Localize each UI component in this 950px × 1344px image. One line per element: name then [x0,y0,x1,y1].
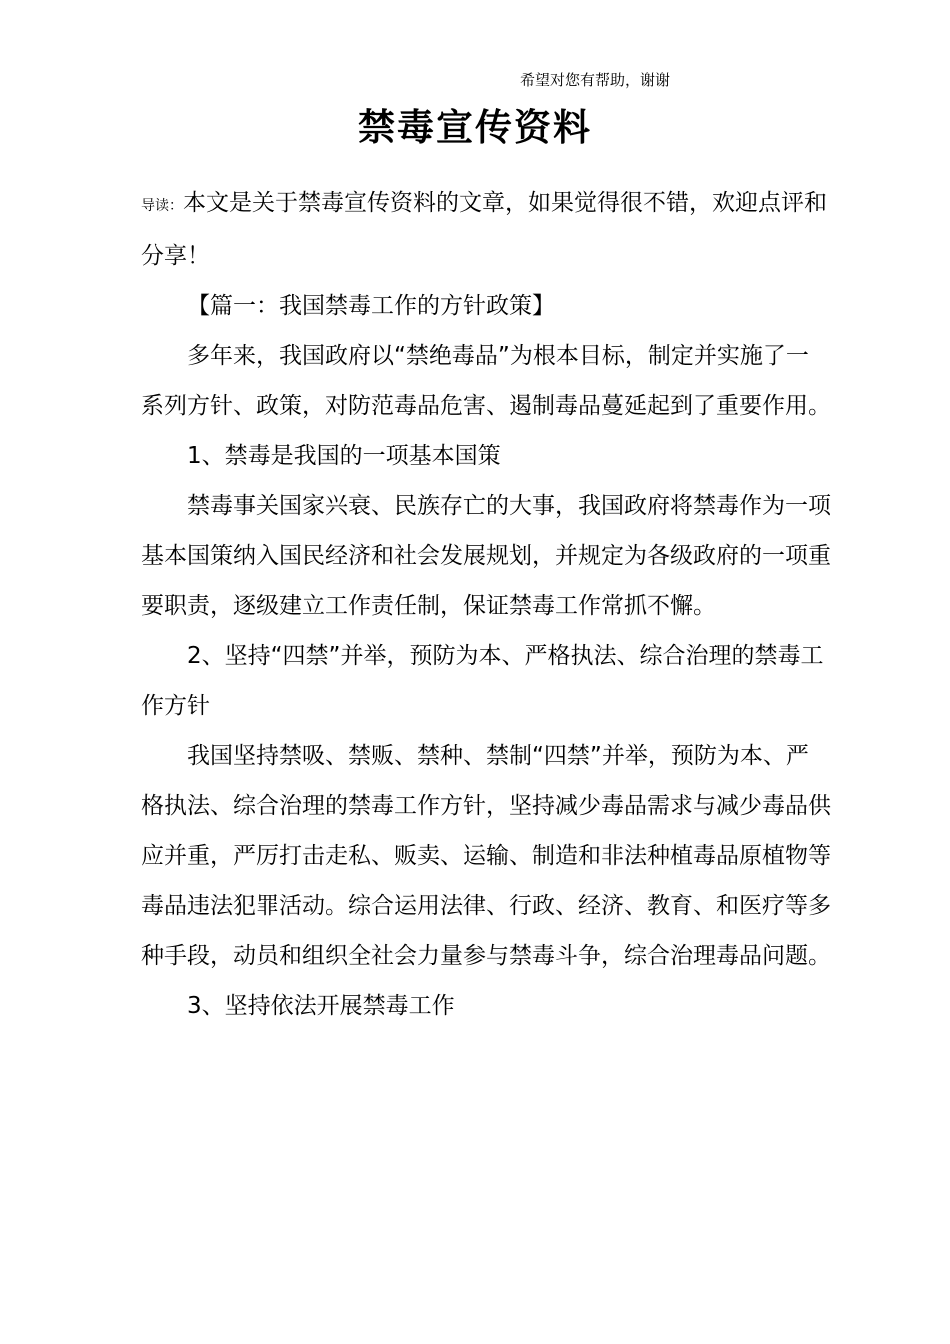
header-note: 希望对您有帮助，谢谢 [520,71,671,89]
body-paragraph: 多年来，我国政府以“禁绝毒品”为根本目标，制定并实施了一系列方针、政策，对防范毒品危害、遏制毒品蔓延起到了重要作用。 [141,343,831,419]
document-body [141,178,831,1031]
body-paragraph: 我国坚持禁吸、禁贩、禁种、禁制“四禁”并举，预防为本、严格执法、综合治理的禁毒工作方针，坚持减少毒品需求与减少毒品供应并重，严厉打击走私、贩卖、运输、制造和非法种植毒品原植物等毒品违法犯罪活动。综合运用法律、行政、经济、教育、和医疗等多种手段，动员和组织全社会力量参与禁毒斗争，综合治理毒品问题。 [141,743,831,969]
subsection-heading: 2、坚持“四禁”并举，预防为本、严格执法、综合治理的禁毒工作方针 [141,643,824,719]
intro-label: 导读： [141,198,183,214]
intro-paragraph [141,178,831,281]
body-paragraph: 禁毒事关国家兴衰、民族存亡的大事，我国政府将禁毒作为一项基本国策纳入国民经济和社会发展规划，并规定为各级政府的一项重要职责，逐级建立工作责任制，保证禁毒工作常抓不懈。 [141,493,831,619]
intro-text: 本文是关于禁毒宣传资料的文章，如果觉得很不错，欢迎点评和分享！ [141,190,827,269]
subsection-heading: 1、禁毒是我国的一项基本国策 [187,443,501,469]
subsection-heading: 3、坚持依法开展禁毒工作 [187,993,455,1019]
section-heading: 【篇一：我国禁毒工作的方针政策】 [187,293,555,319]
document-title: 禁毒宣传资料 [358,106,592,149]
